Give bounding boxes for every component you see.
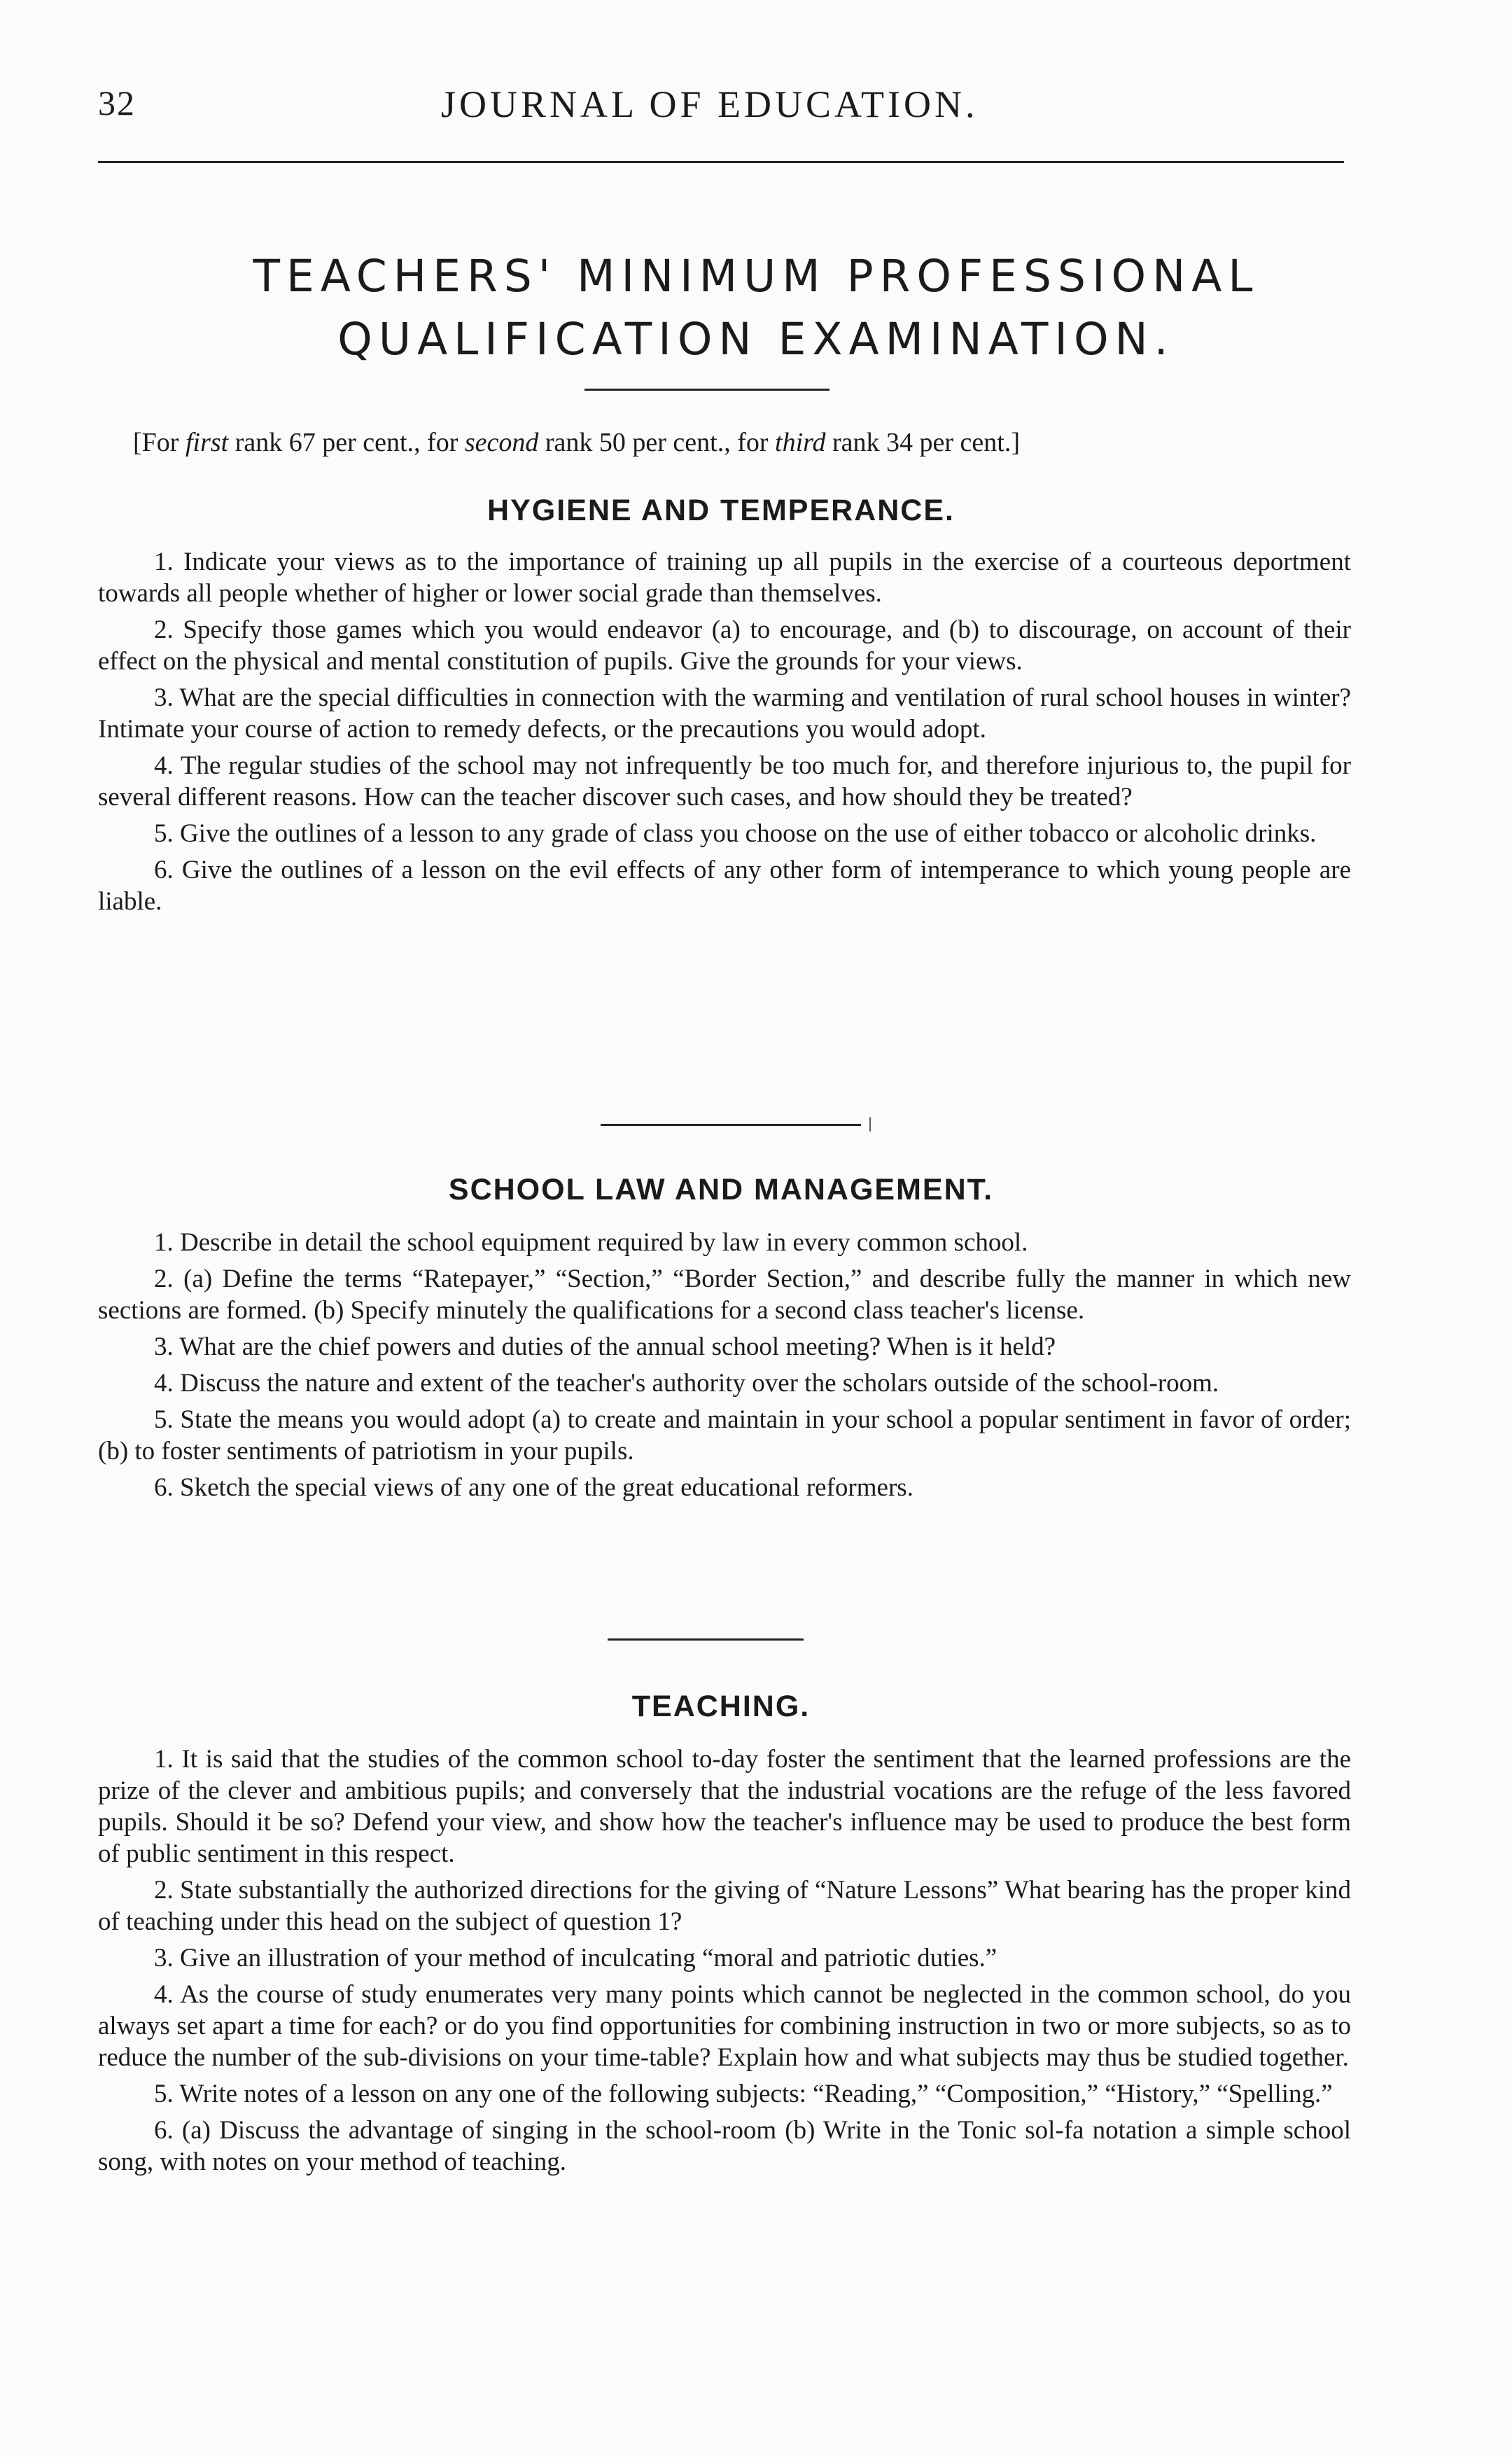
page-number: 32	[98, 83, 136, 123]
rank-note-open: [For	[133, 428, 186, 457]
page-header	[98, 83, 1344, 139]
running-title: JOURNAL OF EDUCATION.	[441, 83, 979, 125]
title-line-2: QUALIFICATION EXAMINATION.	[337, 314, 1175, 365]
question-item: 2. (a) Define the terms “Ratepayer,” “Section,” “Border Section,” and describe fully the manner in which new sections are formed. (b) Specify minutely the qualifications for a second class teacher's license.	[98, 1265, 1351, 1325]
question-item: 4. As the course of study enumerates very many points which cannot be neglected in the common school, do you always set apart a time for each? or do you find opportunities for combining instruction in two or more subjects, so as to reduce the number of the sub-divisions on your time-table? Explain how and what subjects may thus be studied together.	[98, 1980, 1351, 2072]
section-heading-hygiene: HYGIENE AND TEMPERANCE.	[487, 494, 955, 527]
question-item: 3. What are the special difficulties in connection with the warming and ventilation of rural school houses in winter? Intimate your course of action to remedy defects, or the precautions you would adopt.	[98, 683, 1351, 744]
question-item: 2. Specify those games which you would endeavor (a) to encourage, and (b) to discourage, on account of their effect on the physical and mental constitution of pupils. Give the grounds for your views.	[98, 615, 1351, 676]
section-divider	[608, 1638, 804, 1641]
section-heading-teaching: TEACHING.	[631, 1690, 811, 1723]
question-item: 4. Discuss the nature and extent of the teacher's authority over the scholars outside of the school-room.	[154, 1369, 1219, 1398]
title-rule	[584, 389, 830, 391]
question-item: 2. State substantially the authorized directions for the giving of “Nature Lessons” What bearing has the proper kind of teaching under this head on the subject of question 1?	[98, 1876, 1351, 1936]
header-rule	[98, 161, 1344, 163]
rank-note-part2: rank 50 per cent., for	[538, 428, 776, 457]
question-list-hygiene	[98, 546, 1351, 922]
question-list-school-law	[98, 1227, 1351, 1508]
title-line-1: TEACHERS' MINIMUM PROFESSIONAL	[253, 251, 1259, 302]
question-item: 5. Write notes of a lesson on any one of the following subjects: “Reading,” “Composition,” “History,” “Spelling.”	[154, 2080, 1333, 2108]
section-heading-school-law: SCHOOL LAW AND MANAGEMENT.	[448, 1173, 994, 1206]
rank-note-part1: rank 67 per cent., for	[228, 428, 465, 457]
divider-mark: ǀ	[868, 1113, 873, 1136]
rank-note-third: third	[775, 428, 826, 457]
rank-note-part3: rank 34 per cent.]	[825, 428, 1021, 457]
rank-note	[133, 426, 1379, 459]
question-item: 6. Sketch the special views of any one of the great educational reformers.	[154, 1473, 913, 1502]
question-item: 1. Describe in detail the school equipment required by law in every common school.	[154, 1228, 1028, 1257]
question-list-teaching	[98, 1743, 1351, 2183]
rank-note-first: first	[185, 428, 229, 457]
question-item: 3. What are the chief powers and duties of the annual school meeting? When is it held?	[154, 1332, 1056, 1361]
question-item: 3. Give an illustration of your method of inculcating “moral and patriotic duties.”	[154, 1944, 997, 1972]
question-item: 1. It is said that the studies of the common school to-day foster the sentiment that the learned professions are the prize of the clever and ambitious pupils; and conversely that the industrial vocations are the refuge of the less favored pupils. Should it be so? Defend your view, and show how the teacher's influence may be used to produce the best form of public sentiment in this respect.	[98, 1745, 1351, 1868]
question-item: 4. The regular studies of the school may not infrequently be too much for, and therefore injurious to, the pupil for several different reasons. How can the teacher discover such cases, and how should they be treated?	[98, 751, 1351, 812]
rank-note-second: second	[464, 428, 539, 457]
question-item: 5. Give the outlines of a lesson to any grade of class you choose on the use of either tobacco or alcoholic drinks.	[154, 819, 1317, 848]
page-title	[70, 245, 1442, 371]
question-item: 5. State the means you would adopt (a) to create and maintain in your school a popular sentiment in favor of order; (b) to foster sentiments of patriotism in your pupils.	[98, 1405, 1351, 1466]
section-divider	[601, 1124, 861, 1126]
question-item: 6. (a) Discuss the advantage of singing in the school-room (b) Write in the Tonic sol-fa notation a simple school song, with notes on your method of teaching.	[98, 2116, 1351, 2176]
question-item: 6. Give the outlines of a lesson on the evil effects of any other form of intemperance to which young people are liable.	[98, 856, 1351, 916]
question-item: 1. Indicate your views as to the importance of training up all pupils in the exercise of a courteous deportment towards all people whether of higher or lower social grade than themselves.	[98, 548, 1351, 608]
